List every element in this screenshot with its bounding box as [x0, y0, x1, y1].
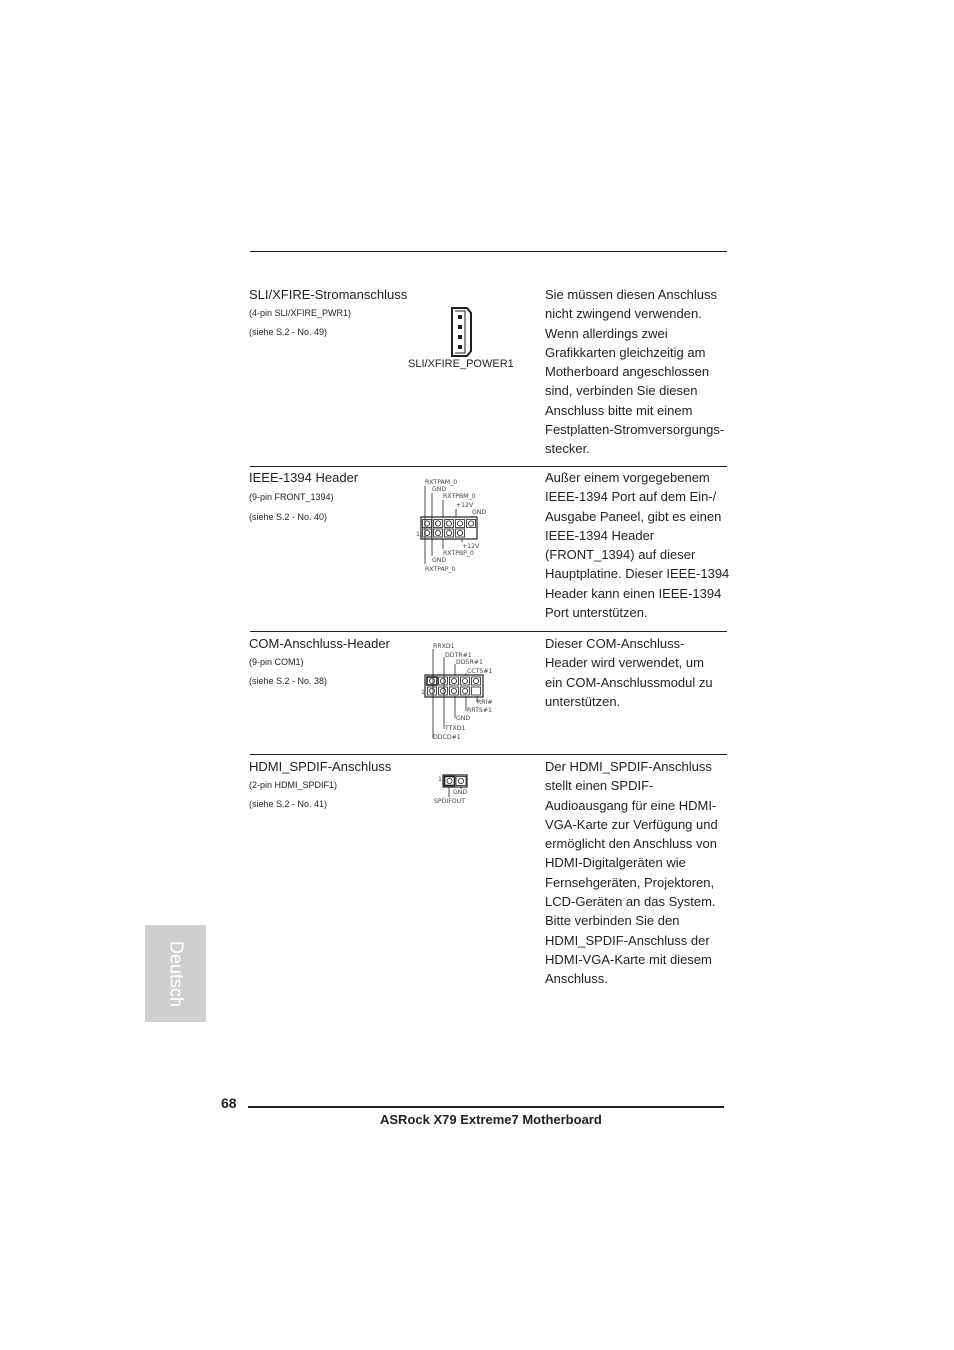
language-tab-label: Deutsch [166, 940, 186, 1007]
description-line: Port unterstützen. [545, 605, 648, 621]
pin-label: CCTS#1 [467, 668, 493, 675]
description-line: IEEE-1394 Header [545, 527, 655, 543]
section-title: COM-Anschluss-Header [249, 636, 390, 651]
description-line: Sie müssen diesen Anschluss [545, 287, 717, 302]
description-line: Dieser COM-Anschluss- [545, 636, 685, 651]
pin-label: TTXD1 [445, 725, 466, 732]
description-line: stecker. [545, 441, 590, 457]
description-line: Festplatten-Stromversorgungs- [545, 422, 725, 438]
description-line: Der HDMI_SPDIF-Anschluss [545, 759, 712, 774]
section-title: HDMI_SPDIF-Anschluss [249, 759, 392, 774]
pin-one-marker: 1 [421, 689, 425, 696]
section-title: SLI/XFIRE-Stromanschluss [249, 287, 408, 302]
pin-label: GND [456, 715, 471, 722]
description-line: Fernsehgeräten, Projektoren, [545, 874, 715, 890]
description-line: Motherboard angeschlossen [545, 364, 710, 380]
sli-xfire-power-connector-diagram [448, 306, 474, 358]
pin-label: RRTS#1 [467, 707, 492, 714]
top-rule [250, 251, 727, 252]
description-line: Header wird verwendet, um [545, 655, 704, 671]
section-divider [250, 466, 727, 467]
pin-label: DDTR#1 [445, 652, 472, 659]
ieee1394-header-diagram [412, 476, 502, 576]
section-page-ref: (siehe S.2 - No. 40) [249, 512, 328, 522]
pin-label: DDCD#1 [433, 734, 461, 741]
pin-label: GND [453, 789, 468, 796]
description-line: (FRONT_1394) auf dieser [545, 547, 696, 563]
section-pin-info: (9-pin FRONT_1394) [249, 492, 334, 502]
description-line: Ausgabe Paneel, gibt es einen [545, 508, 722, 524]
section-description [545, 757, 727, 989]
com-header-diagram [418, 640, 508, 744]
footer-title: ASRock X79 Extreme7 Motherboard [380, 1112, 602, 1127]
description-line: Audioausgang für eine HDMI- [545, 797, 717, 813]
footer-rule [248, 1106, 724, 1108]
section-divider [250, 754, 727, 755]
section-page-ref: (siehe S.2 - No. 49) [249, 327, 328, 337]
pin-label: GND [432, 486, 447, 493]
description-line: VGA-Karte zur Verfügung und [545, 816, 718, 832]
pin-label: RRI# [477, 699, 493, 706]
description-line: Anschluss bitte mit einem [545, 402, 693, 418]
description-line: Anschluss. [545, 971, 608, 987]
section-pin-info: (4-pin SLI/XFIRE_PWR1) [249, 308, 352, 318]
pin-label: RXTPBM_0 [443, 493, 476, 500]
pin-label: SPDIFOUT [434, 798, 465, 805]
section-title: IEEE-1394 Header [249, 470, 359, 485]
connector-label: SLI/XFIRE_POWER1 [408, 358, 514, 370]
description-line: ein COM-Anschlussmodul zu [545, 674, 713, 690]
description-line: IEEE-1394 Port auf dem Ein-/ [545, 489, 717, 505]
description-line: sind, verbinden Sie diesen [545, 383, 698, 399]
section-description [545, 634, 727, 711]
page-number: 68 [221, 1095, 237, 1111]
section-pin-info: (9-pin COM1) [249, 657, 304, 667]
section-page-ref: (siehe S.2 - No. 38) [249, 676, 328, 686]
pin-label: RXTPAP_0 [425, 566, 456, 573]
description-line: HDMI_SPDIF-Anschluss der [545, 932, 710, 948]
pin-label: RXTPAM_0 [425, 479, 458, 486]
pin-one-marker: 1 [416, 531, 420, 538]
description-line: LCD-Geräten an das System. [545, 894, 716, 910]
description-line: Header kann einen IEEE-1394 [545, 585, 722, 601]
description-line: Grafikkarten gleichzeitig am [545, 344, 706, 360]
description-line: Hauptplatine. Dieser IEEE-1394 [545, 566, 730, 582]
hdmi-spdif-connector-diagram [432, 772, 476, 808]
pin-label: RXTPBP_0 [443, 550, 474, 557]
pin-label: +12V [456, 502, 474, 509]
pin-one-marker: 1 [438, 776, 442, 783]
language-tab [145, 925, 206, 1022]
section-divider [250, 631, 727, 632]
description-line: ermöglicht den Anschluss von [545, 836, 717, 852]
description-line: nicht zwingend verwenden. [545, 306, 702, 322]
description-line: Bitte verbinden Sie den [545, 913, 680, 929]
description-line: stellt einen SPDIF- [545, 778, 654, 794]
pin-label: RRXD1 [433, 643, 455, 650]
pin-label: +12V [462, 543, 480, 550]
pin-label: GND [472, 509, 487, 516]
description-line: Wenn allerdings zwei [545, 325, 668, 341]
description-line: HDMI-VGA-Karte mit diesem [545, 951, 712, 967]
section-pin-info: (2-pin HDMI_SPDIF1) [249, 780, 338, 790]
description-line: unterstützen. [545, 693, 621, 709]
section-description [545, 285, 727, 459]
description-line: Außer einem vorgegebenem [545, 470, 710, 485]
description-line: HDMI-Digitalgeräten wie [545, 855, 686, 871]
pin-label: DDSR#1 [456, 659, 483, 666]
section-page-ref: (siehe S.2 - No. 41) [249, 799, 328, 809]
section-description [545, 468, 730, 622]
pin-label: GND [432, 557, 447, 564]
